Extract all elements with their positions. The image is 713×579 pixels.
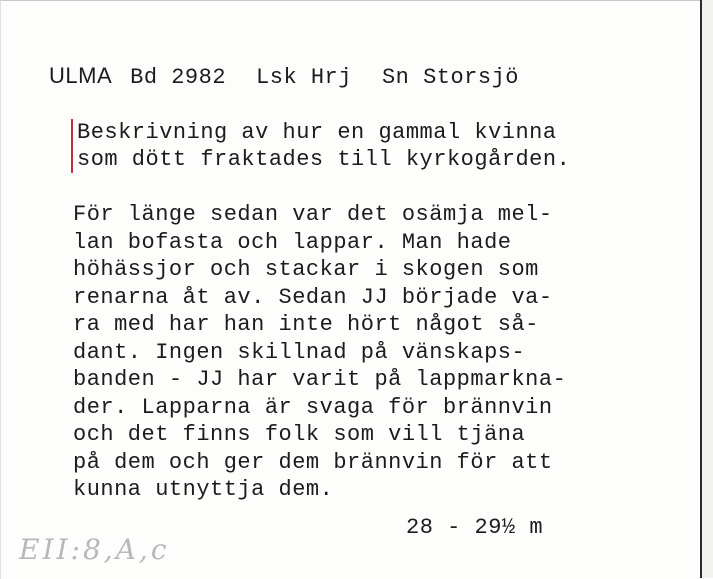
body-line: och det finns folk som vill tjäna (73, 422, 526, 447)
body-line: renarna åt av. Sedan JJ började va- (73, 284, 553, 310)
district-code: Lsk Hrj (256, 65, 352, 90)
volume-number: Bd 2982 (130, 65, 227, 90)
body-line: höhässjor och stackar i skogen som (73, 257, 539, 282)
card-edge (700, 0, 713, 578)
body-line: För länge sedan var det osämja mel- (73, 202, 553, 227)
summary-block (71, 119, 570, 173)
body-line: kunna utnyttja dem. (73, 477, 334, 502)
parish-name: Sn Storsjö (381, 65, 519, 90)
summary-line: Beskrivning av hur en gammal kvinna (77, 120, 557, 145)
body-line: dant. Ingen skillnad på vänskaps- (73, 339, 526, 365)
card-header (49, 63, 519, 90)
body-line: ra med har han inte hört något så- (73, 312, 539, 337)
body-line: der. Lapparna är svaga för brännvin (73, 394, 553, 420)
archive-mark: EII:8,A,c (19, 533, 170, 566)
body-line: banden - JJ har varit på lappmarkna- (73, 367, 567, 392)
summary-line: som dött fraktades till kyrkogården. (77, 147, 571, 172)
body-line: lan bofasta och lappar. Man hade (73, 229, 512, 255)
page-reference: 28 - 29½ m (406, 515, 544, 540)
body-text (73, 201, 566, 504)
collection-code: ULMA (49, 63, 113, 88)
body-line: på dem och ger dem brännvin för att (73, 449, 553, 475)
